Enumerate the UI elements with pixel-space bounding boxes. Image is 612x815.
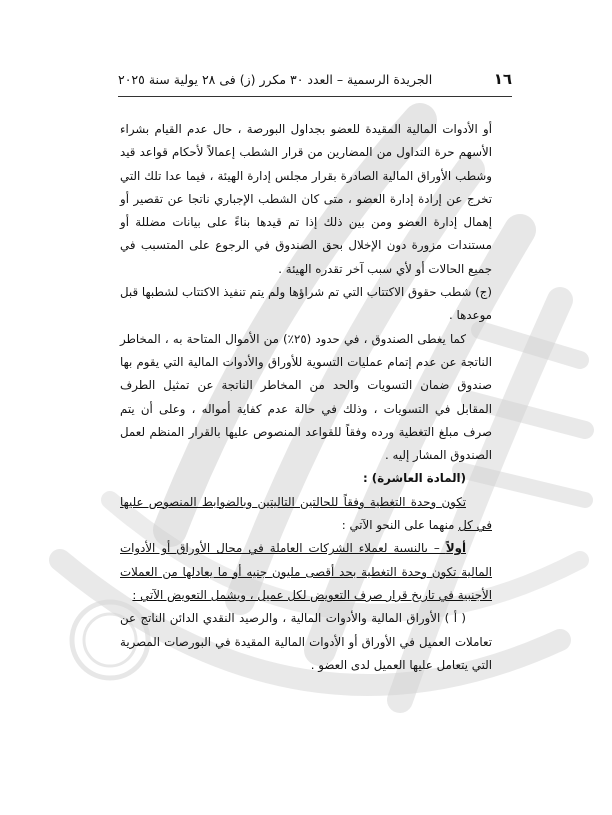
document-body xyxy=(120,118,492,677)
coverage-unit-rest: منهما على النحو الآتي : xyxy=(341,518,455,533)
page-header xyxy=(118,70,512,88)
article-title: (المادة العاشرة) : xyxy=(362,471,466,486)
paragraph-coverage: كما يغطى الصندوق ، في حدود (٢٥٪) من الأموال المتاحة به ، المخاطر الناتجة عن عدم إتمام عمليات التسوية للأوراق والأدوات المالية التي يقوم بها صندوق ضمان التسويات والحد من المخاطر الناتجة عن تمثيل الطرف المقابل في التسويات ، وذلك في حالة عدم كفاية أمواله ، وعلى أن يتم صرف مبلغ التغطية ورده وفقاً للقواعد المنصوص عليها بالقرار المنظم لعمل الصندوق المشار إليه . xyxy=(120,331,492,463)
paragraph-continuation: أو الأدوات المالية المقيدة للعضو بجداول البورصة ، حال عدم القيام بشراء الأسهم حرة التداول من المضارين من قرار الشطب إعمالاً لأحكام قواعد قيد وشطب الأوراق المالية الصادرة بقرار مجلس إدارة الهيئة ، فيما عدا تلك التي تخرج عن إرادة إدارة العضو ، متى كان الشطب الإجباري ناتجا عن تقصير أو إهمال إدارة العضو ومن بين ذلك إذا تم قيدها بناءً على بيانات مضللة أو مستندات مزورة دون الإخلال بحق الصندوق في الرجوع على المتسبب في جميع الحالات أو لأي سبب آخر تقدره الهيئة . xyxy=(120,122,492,276)
paragraph-coverage-unit xyxy=(120,491,492,538)
paragraph-item-a: ( أ ) الأوراق المالية والأدوات المالية ، والرصيد النقدي الدائن الناتج عن تعاملات العميل في الأوراق أو الأدوات المالية المقيدة في البورصات المصرية التي يتعامل عليها العميل لدى العضو . xyxy=(120,611,492,672)
page-number: ١٦ xyxy=(493,70,512,88)
paragraph-item-c: (ج) شطب حقوق الاكتتاب التي تم شراؤها ولم يتم تنفيذ الاكتتاب لشطبها قبل موعدها . xyxy=(120,285,492,323)
header-divider xyxy=(118,96,512,97)
paragraph-first-case xyxy=(120,537,492,607)
first-case-text: – بالنسبة لعملاء الشركات العاملة في مجال الأوراق أو الأدوات المالية تكون وحدة التغطية بحد أقصى مليون جنيه أو ما يعادلها من العملات الأجنبية في تاريخ قرار صرف التعويض لكل عميل ، ويشمل التعويض الآتي : xyxy=(120,541,492,602)
gazette-header-title: الجريدة الرسمية – العدد ٣٠ مكرر (ز) فى ٢٨ يولية سنة ٢٠٢٥ xyxy=(118,72,433,87)
coverage-unit-underlined: تكون وحدة التغطية وفقاً للحالتين التاليتين وبالضوابط المنصوص عليها في كل xyxy=(120,494,492,533)
first-case-label: أولاً xyxy=(445,541,466,556)
